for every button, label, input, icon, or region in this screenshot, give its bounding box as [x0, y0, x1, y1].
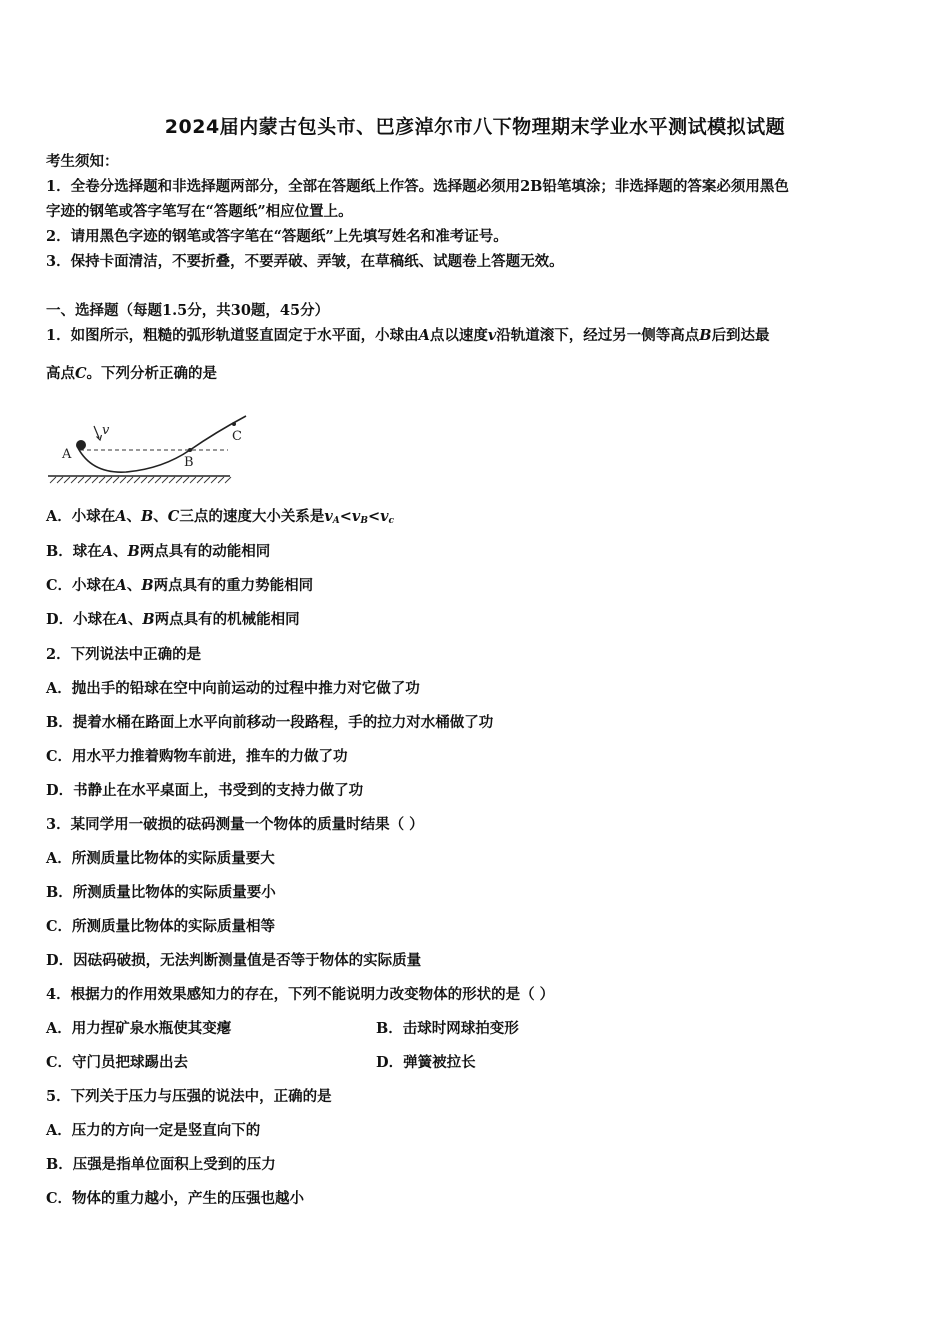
q1-opt-a-vB: v	[351, 508, 361, 525]
ball	[76, 440, 86, 450]
q1-track-figure	[44, 408, 254, 488]
q4-option-a: A．用力捏矿泉水瓶使其变瘪	[46, 1020, 232, 1037]
page-title: 2024届内蒙古包头市、巴彦淖尔市八下物理期末学业水平测试模拟试题	[164, 116, 786, 138]
q1-opt-c-A: A	[115, 577, 127, 594]
q5-option-b: B．压强是指单位面积上受到的压力	[46, 1156, 276, 1173]
q1-opt-a-A: A	[115, 508, 127, 525]
ground-hatch	[50, 477, 231, 483]
q1-opt-a-lt2: <	[367, 508, 381, 525]
q1-stem-part4: 后到达最	[711, 327, 770, 344]
q1-option-d	[46, 610, 300, 630]
figure-label-a: A	[62, 447, 72, 462]
q1-opt-d-A: A	[116, 611, 128, 628]
q1-opt-b-A: A	[101, 543, 114, 560]
q2-option-a: A．抛出手的铅球在空中向前运动的过程中推力对它做了功	[46, 680, 420, 697]
q1-opt-a-prefix: A．小球在	[46, 508, 116, 525]
q1-opt-c-sep: 、	[126, 577, 142, 594]
q3-stem: 3．某同学用一破损的砝码测量一个物体的质量时结果（ ）	[46, 816, 424, 833]
q5-option-a: A．压力的方向一定是竖直向下的	[46, 1122, 261, 1139]
q4-options-row1	[46, 1019, 896, 1039]
q1-opt-a-subB: B	[360, 516, 368, 526]
q1-opt-b-B: B	[127, 543, 140, 560]
q1-stem-line2-b: 。下列分析正确的是	[86, 365, 218, 382]
q1-opt-a-vA: v	[324, 508, 333, 525]
q1-opt-a-sep1: 、	[126, 508, 142, 525]
notice-item-3: 3．保持卡面清洁，不要折叠，不要弄破、弄皱，在草稿纸、试题卷上答题无效。	[46, 253, 564, 270]
q3-option-a: A．所测质量比物体的实际质量要大	[46, 850, 275, 867]
q5-stem: 5．下列关于压力与压强的说法中，正确的是	[46, 1088, 332, 1105]
q1-opt-d-B: B	[142, 611, 155, 628]
figure-label-v: v	[102, 423, 110, 438]
q1-option-b	[46, 542, 270, 562]
q3-option-b: B．所测质量比物体的实际质量要小	[46, 884, 276, 901]
q1-stem-line2	[46, 364, 217, 384]
q1-stem-line1	[46, 326, 770, 346]
q3-option-c: C．所测质量比物体的实际质量相等	[46, 918, 276, 935]
q1-opt-b-rest: 两点具有的动能相同	[139, 543, 271, 560]
notice-heading: 考生须知：	[46, 153, 119, 170]
q2-option-d: D．书静止在水平桌面上，书受到的支持力做了功	[46, 782, 364, 799]
q1-opt-d-rest: 两点具有的机械能相同	[154, 611, 300, 628]
q1-opt-a-B: B	[141, 508, 154, 525]
notice-item-1: 1．全卷分选择题和非选择题两部分，全部在答题纸上作答。选择题必须用2B铅笔填涂；非选择题的答案必须用黑色	[46, 178, 789, 195]
q1-opt-c-rest: 两点具有的重力势能相同	[153, 577, 314, 594]
q1-stem-part2: 点以速度	[429, 327, 488, 344]
q1-opt-b-sep: 、	[113, 543, 128, 560]
q1-stem-part3: 沿轨道滚下，经过另一侧等高点	[496, 327, 700, 344]
notice-item-2: 2．请用黑色字迹的钢笔或答字笔在“答题纸”上先填写姓名和准考证号。	[46, 228, 508, 245]
q1-opt-a-subA: A	[332, 516, 340, 526]
q1-stem-part1: 1．如图所示，粗糙的弧形轨道竖直固定于水平面，小球由	[46, 327, 419, 344]
figure-label-c: C	[232, 429, 242, 444]
q1-stem-line2-a: 高点	[46, 365, 75, 382]
q4-option-b: B．击球时网球拍变形	[376, 1020, 519, 1037]
q2-option-c: C．用水平力推着购物车前进，推车的力做了功	[46, 748, 348, 765]
q5-option-c: C．物体的重力越小，产生的压强也越小	[46, 1190, 305, 1207]
q1-opt-a-mid: 三点的速度大小关系是	[179, 508, 325, 525]
q1-option-c	[46, 576, 313, 596]
q3-option-d: D．因砝码破损，无法判断测量值是否等于物体的实际质量	[46, 952, 422, 969]
q1-opt-b-prefix: B．球在	[46, 543, 102, 560]
notice-item-1-cont: 字迹的钢笔或答字笔写在“答题纸”相应位置上。	[46, 203, 353, 220]
q1-opt-d-sep: 、	[127, 611, 143, 628]
q4-stem: 4．根据力的作用效果感知力的存在，下列不能说明力改变物体的形状的是（ ）	[46, 986, 555, 1003]
point-c-marker	[232, 422, 236, 426]
q4-options-row2	[46, 1053, 896, 1073]
point-b-marker	[188, 448, 192, 452]
q1-opt-a-C: C	[167, 508, 180, 525]
q1-opt-a-vC: v	[380, 508, 389, 525]
q1-opt-c-B: B	[141, 577, 154, 594]
q1-velocity: v	[487, 327, 497, 344]
q4-option-c: C．守门员把球踢出去	[46, 1054, 189, 1071]
q1-opt-c-prefix: C．小球在	[46, 577, 116, 594]
q1-point-a: A	[418, 327, 430, 344]
figure-label-b: B	[184, 455, 194, 470]
q1-opt-d-prefix: D．小球在	[46, 611, 117, 628]
q1-opt-a-sep2: 、	[153, 508, 168, 525]
q1-opt-a-subC: c	[388, 516, 395, 526]
q1-opt-a-lt1: <	[339, 508, 352, 525]
q1-point-b: B	[699, 327, 712, 344]
q2-stem: 2．下列说法中正确的是	[46, 646, 202, 663]
q1-option-a	[46, 507, 394, 531]
q4-option-d: D．弹簧被拉长	[376, 1054, 476, 1071]
q1-point-c: C	[75, 365, 87, 382]
section-heading: 一、选择题（每题1.5分，共30题，45分）	[46, 302, 330, 319]
velocity-arrow	[94, 426, 99, 438]
q2-option-b: B．提着水桶在路面上水平向前移动一段路程，手的拉力对水桶做了功	[46, 714, 494, 731]
